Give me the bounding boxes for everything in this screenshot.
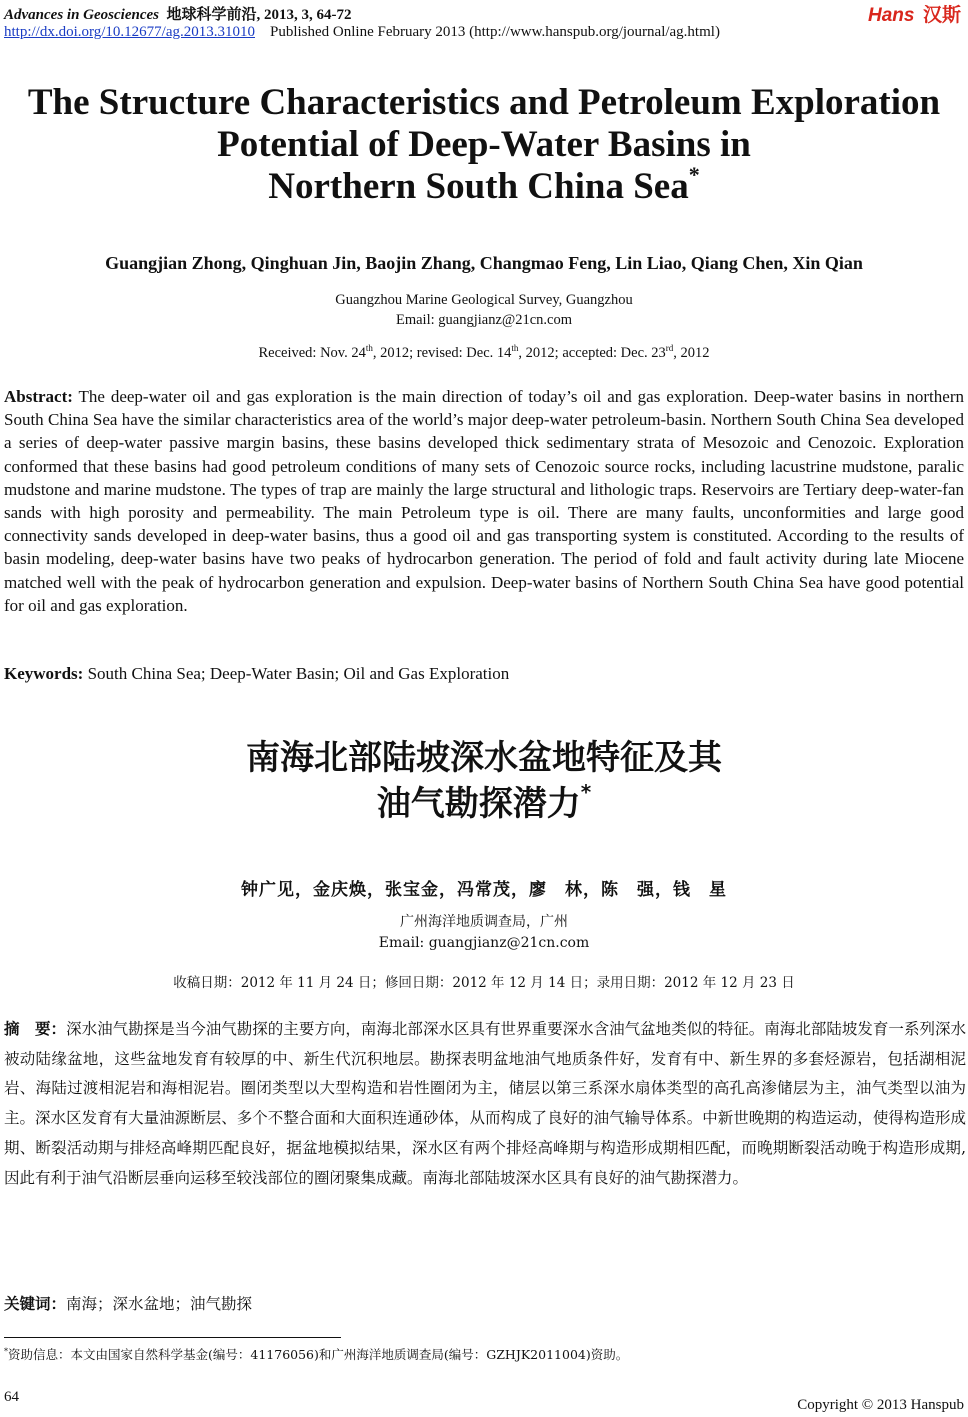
journal-volume: , 2013, 3, 64-72 xyxy=(256,7,352,23)
title-en-line3: Northern South China Sea xyxy=(268,166,689,207)
year: , 2012 xyxy=(673,345,710,361)
abstract-label-en: Abstract: xyxy=(4,387,73,406)
authors-zh: 钟广见，金庆焕，张宝金，冯常茂，廖 林，陈 强，钱 星 xyxy=(241,880,727,900)
journal-citation xyxy=(4,3,352,24)
affiliation-en: Guangzhou Marine Geological Survey, Guangzhou xyxy=(335,292,633,308)
email-zh: Email: guangjianz@21cn.com xyxy=(378,935,590,951)
email-en: Email: guangjianz@21cn.com xyxy=(395,312,573,328)
footnote-divider xyxy=(4,1337,341,1338)
title-zh-footnote-mark: * xyxy=(580,780,592,804)
title-zh xyxy=(0,735,968,827)
keywords-zh xyxy=(4,1292,964,1314)
footnote-mark: * xyxy=(4,1347,8,1356)
title-zh-line2: 油气勘探潜力 xyxy=(376,784,581,824)
title-en xyxy=(0,82,968,208)
abstract-en xyxy=(4,385,964,617)
title-en-footnote-mark: * xyxy=(688,162,700,187)
journal-header xyxy=(4,3,964,47)
abstract-text-en: The deep-water oil and gas exploration is the main direction of today’s oil and gas exploration. Deep-water basins in northern South China Sea have the similar characteristics area of the world’s major deep-water petroleum-basin. Northern South China Sea developed a series of deep-water passive margin basins, these basins developed thick sedimentary strata of Mesozoic and Cenozoic. Exploration conformed that these basins had good petroleum conditions of many sets of Cenozoic source rocks, including lacustrine mudstone, paralic mudstone and marine mudstone. The types of trap are mainly the large structural and lithologic traps. Reservoirs are Tertiary deep-water-fan sands with high porosity and permeability. The main Petroleum type is oil. There are many faults, unconformities and large good connectivity sands developed in deep-water basins, thus a good oil and gas transporting system is constituted. According to the results of basin modeling, deep-water basins have two peaks of hydrocarbon generation. The period of fold and fault activity during late Miocene matched well with the peak of hydrocarbon generation and expulsion. Deep-water basins of Northern South China Sea have good potential for oil and gas exploration. xyxy=(4,387,964,615)
keywords-text-en: South China Sea; Deep-Water Basin; Oil and Gas Exploration xyxy=(87,664,510,683)
abstract-zh xyxy=(4,1015,966,1193)
ordinal-suffix: th xyxy=(511,343,519,353)
page-number: 64 xyxy=(4,1389,19,1405)
published-online: Published Online February 2013 (http://www.hanspub.org/journal/ag.html) xyxy=(269,24,720,40)
logo-text-en: Hans xyxy=(868,5,915,25)
ordinal-suffix: th xyxy=(365,343,373,353)
received-dates-en xyxy=(0,345,968,362)
title-en-line3-wrap xyxy=(0,162,968,208)
title-zh-line1: 南海北部陆坡深水盆地特征及其 xyxy=(246,738,722,778)
footnote-text: 资助信息：本文由国家自然科学基金(编号：41176056)和广州海洋地质调查局(编号：GZHJK2011004)资助。 xyxy=(8,1347,629,1362)
keywords-label-en: Keywords: xyxy=(4,664,84,683)
keywords-en xyxy=(4,664,964,684)
copyright: Copyright © 2013 Hanspub xyxy=(797,1397,964,1413)
title-zh-line2-wrap xyxy=(0,781,968,827)
logo-text-zh: 汉斯 xyxy=(923,4,962,25)
abstract-text-zh: 深水油气勘探是当今油气勘探的主要方向，南海北部深水区具有世界重要深水含油气盆地类似的特征。南海北部陆坡发育一系列深水被动陆缘盆地，这些盆地发育有较厚的中、新生代沉积地层。勘探表明盆地油气地质条件好，发育有中、新生界的多套烃源岩，包括湖相泥岩、海陆过渡相泥岩和海相泥岩。圈闭类型以大型构造和岩性圈闭为主，储层以第三系深水扇体类型的高孔高渗储层为主，油气类型以油为主。深水区发育有大量油源断层、多个不整合面和大面积连通砂体，从而构成了良好的油气输导体系。中新世晚期的构造运动，使得构造形成期、断裂活动期与排烃高峰期匹配良好，据盆地模拟结果，深水区有两个排烃高峰期与构造形成期相匹配，而晚期断裂活动晚于构造形成期, 因此有利于油气沿断层垂向运移至较浅部位的圈闭聚集成藏。南海北部陆坡深水区具有良好的油气勘探潜力。 xyxy=(4,1020,966,1187)
keywords-text-zh: 南海；深水盆地；油气勘探 xyxy=(66,1295,253,1313)
keywords-label-zh: 关键词： xyxy=(4,1295,67,1313)
hanspub-logo xyxy=(868,3,964,25)
journal-name-zh: 地球科学前沿 xyxy=(166,7,257,23)
funding-footnote xyxy=(4,1345,964,1363)
received-date: Received: Nov. 24 xyxy=(258,345,366,361)
doi-link[interactable]: http://dx.doi.org/10.12677/ag.2013.31010 xyxy=(4,24,255,40)
title-en-line1: The Structure Characteristics and Petroleum Exploration xyxy=(27,82,941,123)
accepted-date: , 2012; accepted: Dec. 23 xyxy=(518,345,666,361)
title-en-line2: Potential of Deep-Water Basins in xyxy=(217,124,751,165)
revised-date: , 2012; revised: Dec. 14 xyxy=(372,345,512,361)
ordinal-suffix: rd xyxy=(665,343,674,353)
authors-en: Guangjian Zhong, Qinghuan Jin, Baojin Zhang, Changmao Feng, Lin Liao, Qiang Chen, Xin Qian xyxy=(105,253,863,273)
abstract-label-zh: 摘 要： xyxy=(4,1020,67,1038)
journal-name-en: Advances in Geosciences xyxy=(4,7,159,23)
affiliation-zh: 广州海洋地质调查局，广州 xyxy=(400,914,568,930)
affiliation-block-en xyxy=(0,290,968,330)
received-dates-zh: 收稿日期：2012 年 11 月 24 日；修回日期：2012 年 12 月 14 日；录用日期：2012 年 12 月 23 日 xyxy=(173,975,795,991)
affiliation-block-zh xyxy=(0,912,968,954)
hans-logo-icon xyxy=(868,3,964,25)
doi-line xyxy=(4,24,720,41)
